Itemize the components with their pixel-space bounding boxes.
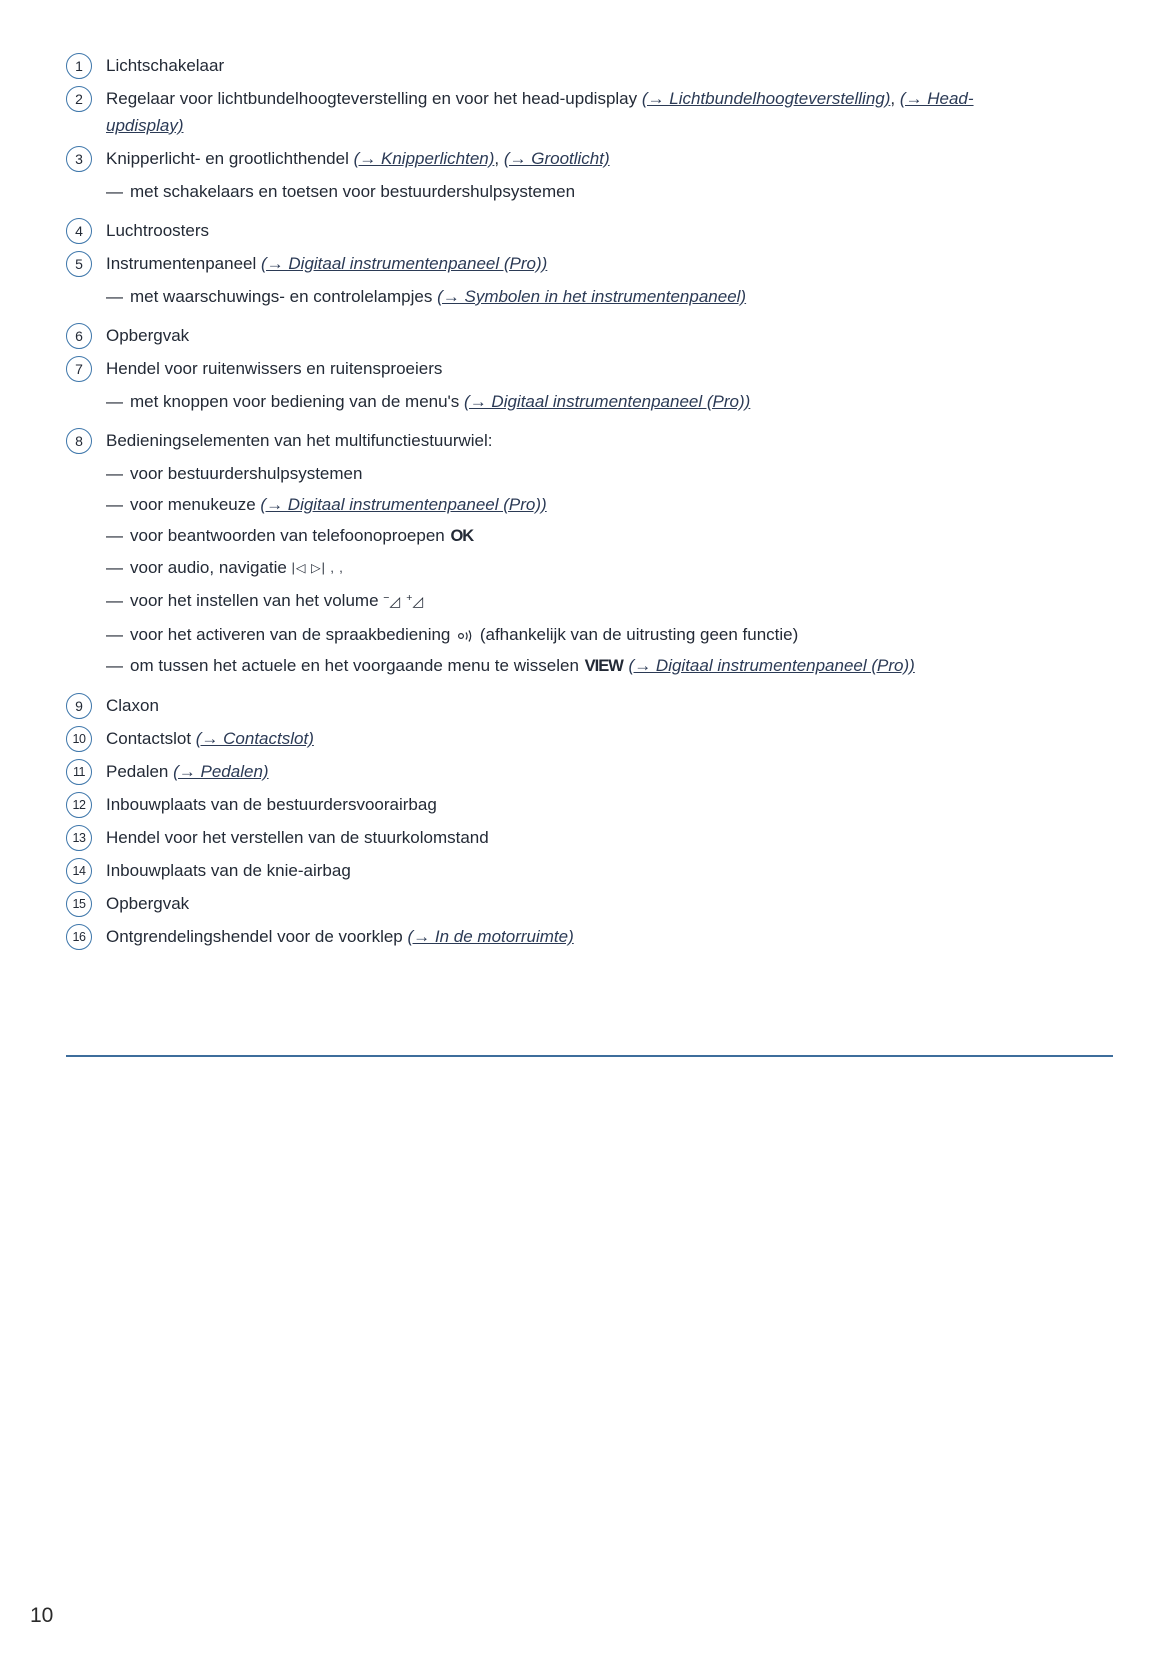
item-text	[106, 890, 189, 917]
item-number-badge: 5	[66, 251, 92, 277]
volume-down-icon	[383, 593, 400, 609]
text-run: met waarschuwings- en controlelampjes	[130, 287, 438, 306]
volume-wedge: ◿	[412, 593, 424, 609]
item-text	[106, 692, 159, 719]
text-run: voor het activeren van de spraakbediening	[130, 625, 456, 644]
item-text	[106, 217, 209, 244]
item-text	[106, 427, 493, 454]
view-button-glyph: VIEW	[584, 657, 623, 675]
item-number-badge: 15	[66, 891, 92, 917]
dash-bullet: —	[106, 495, 123, 514]
text-run: ,	[890, 89, 900, 108]
item-text	[106, 923, 574, 950]
text-run: (afhankelijk van de uitrusting geen functie)	[475, 625, 799, 644]
volume-up-icon	[406, 593, 423, 609]
legend-item	[66, 85, 1113, 139]
cross-reference-link[interactable]: (→ Digitaal instrumentenpaneel (Pro))	[464, 392, 751, 411]
sub-item-text	[130, 178, 575, 205]
legend-item	[66, 322, 1113, 349]
sub-item-text	[130, 587, 423, 617]
item-text	[106, 145, 610, 172]
item-number-badge: 13	[66, 825, 92, 851]
text-run: met knoppen voor bediening van de menu's	[130, 392, 465, 411]
sub-item-text	[130, 491, 547, 518]
text-run: Hendel voor het verstellen van de stuurkolomstand	[106, 828, 489, 847]
legend-item	[66, 355, 1113, 382]
item-text	[106, 824, 489, 851]
sub-item	[106, 388, 1113, 415]
sub-item-text	[130, 283, 746, 310]
dash-bullet: —	[106, 464, 123, 483]
text-run: Lichtschakelaar	[106, 56, 225, 75]
sub-item	[106, 460, 1113, 487]
skip-next-icon: ▷|	[310, 561, 326, 575]
item-number-badge: 2	[66, 86, 92, 112]
text-run: voor beantwoorden van telefoonoproepen	[130, 526, 450, 545]
legend-item	[66, 758, 1113, 785]
dash-bullet: —	[106, 591, 123, 610]
text-run: Luchtroosters	[106, 221, 209, 240]
item-text	[106, 85, 1006, 139]
item-text	[106, 758, 269, 785]
item-text	[106, 725, 314, 752]
sub-item-text	[130, 554, 344, 583]
text-run: Hendel voor ruitenwissers en ruitensproeiers	[106, 359, 443, 378]
legend-item	[66, 145, 1113, 172]
item-text	[106, 250, 547, 277]
text-run: Inbouwplaats van de knie-airbag	[106, 861, 351, 880]
dash-bullet: —	[106, 625, 123, 644]
sub-item	[106, 554, 1113, 583]
cross-reference-link[interactable]: (→ Lichtbundelhoogteverstelling)	[641, 89, 891, 108]
legend-item	[66, 890, 1113, 917]
text-run: Knipperlicht- en grootlichthendel	[106, 149, 354, 168]
sub-item-text	[130, 652, 915, 680]
text-run: Opbergvak	[106, 894, 190, 913]
legend-list	[66, 52, 1113, 956]
volume-icons	[383, 593, 423, 609]
item-text	[106, 322, 189, 349]
legend-item	[66, 857, 1113, 884]
page-number: 10	[30, 1604, 54, 1627]
text-run: voor bestuurdershulpsystemen	[130, 464, 363, 483]
text-run: ,	[494, 149, 504, 168]
text-run: Bedieningselementen van het multifunctiestuurwiel:	[106, 431, 493, 450]
dash-bullet: —	[106, 287, 123, 306]
text-run: voor audio, navigatie	[130, 558, 292, 577]
dash-bullet: —	[106, 526, 123, 545]
item-number-badge: 9	[66, 693, 92, 719]
legend-item	[66, 725, 1113, 752]
text-run: Regelaar voor lichtbundelhoogteverstelling en voor het head-updisplay	[106, 89, 642, 108]
media-skip-icons	[292, 561, 344, 575]
cross-reference-link[interactable]: (→ Symbolen in het instrumentenpaneel)	[437, 287, 747, 306]
dash-bullet: —	[106, 182, 123, 201]
legend-item	[66, 427, 1113, 454]
item-number-badge: 6	[66, 323, 92, 349]
ok-button-glyph: OK	[450, 527, 474, 545]
dash-bullet: —	[106, 558, 123, 577]
legend-item	[66, 791, 1113, 818]
legend-item	[66, 692, 1113, 719]
legend-item	[66, 824, 1113, 851]
text-run: met schakelaars en toetsen voor bestuurdershulpsystemen	[130, 182, 576, 201]
item-number-badge: 4	[66, 218, 92, 244]
item-number-badge: 16	[66, 924, 92, 950]
cross-reference-link[interactable]: (→ Digitaal instrumentenpaneel (Pro))	[261, 254, 548, 273]
item-number-badge: 7	[66, 356, 92, 382]
item-number-badge: 3	[66, 146, 92, 172]
sub-item	[106, 283, 1113, 310]
cross-reference-link[interactable]: (→ In de motorruimte)	[407, 927, 574, 946]
sub-item	[106, 621, 1113, 648]
voice-control-icon	[457, 627, 473, 646]
minus-sign: −	[383, 592, 390, 604]
sub-item	[106, 587, 1113, 617]
media-tail-marks: , ,	[330, 561, 344, 575]
legend-item	[66, 52, 1113, 79]
text-run: Instrumentenpaneel	[106, 254, 261, 273]
item-text	[106, 355, 442, 382]
text-run: voor het instellen van het volume	[130, 591, 384, 610]
legend-item	[66, 217, 1113, 244]
legend-item	[66, 923, 1113, 950]
sub-item-text	[130, 388, 750, 415]
cross-reference-link[interactable]: (→ Grootlicht)	[503, 149, 610, 168]
legend-item	[66, 250, 1113, 277]
item-number-badge: 8	[66, 428, 92, 454]
text-run: Opbergvak	[106, 326, 190, 345]
text-run: Ontgrendelingshendel voor de voorklep	[106, 927, 408, 946]
sub-item	[106, 491, 1113, 518]
cross-reference-link[interactable]: (→ Digitaal instrumentenpaneel (Pro))	[260, 495, 547, 514]
sub-item-text	[130, 460, 362, 487]
sub-item	[106, 178, 1113, 205]
text-run: voor menukeuze	[130, 495, 261, 514]
text-run: om tussen het actuele en het voorgaande menu te wisselen	[130, 656, 584, 675]
skip-previous-icon: |◁	[291, 561, 307, 575]
plus-sign: +	[406, 592, 413, 604]
text-run: Inbouwplaats van de bestuurdersvoorairbag	[106, 795, 437, 814]
sub-item-text	[130, 621, 798, 648]
cross-reference-link[interactable]: (→ Knipperlichten)	[353, 149, 495, 168]
text-run: Claxon	[106, 696, 159, 715]
cross-reference-link[interactable]: (→ Head-updisplay)	[106, 89, 974, 135]
cross-reference-link[interactable]: (→ Contactslot)	[195, 729, 314, 748]
item-number-badge: 12	[66, 792, 92, 818]
text-run: Contactslot	[106, 729, 196, 748]
volume-wedge: ◿	[389, 593, 401, 609]
cross-reference-link[interactable]: (→ Pedalen)	[173, 762, 269, 781]
item-number-badge: 10	[66, 726, 92, 752]
cross-reference-link[interactable]: (→ Digitaal instrumentenpaneel (Pro))	[628, 656, 915, 675]
dash-bullet: —	[106, 656, 123, 675]
sub-item	[106, 522, 1113, 550]
item-text	[106, 857, 351, 884]
item-number-badge: 11	[66, 759, 92, 785]
section-divider	[66, 1055, 1113, 1057]
item-text	[106, 52, 224, 79]
sub-item	[106, 652, 1113, 680]
item-number-badge: 1	[66, 53, 92, 79]
item-number-badge: 14	[66, 858, 92, 884]
item-text	[106, 791, 437, 818]
dash-bullet: —	[106, 392, 123, 411]
text-run: Pedalen	[106, 762, 174, 781]
sub-item-text	[130, 522, 474, 550]
